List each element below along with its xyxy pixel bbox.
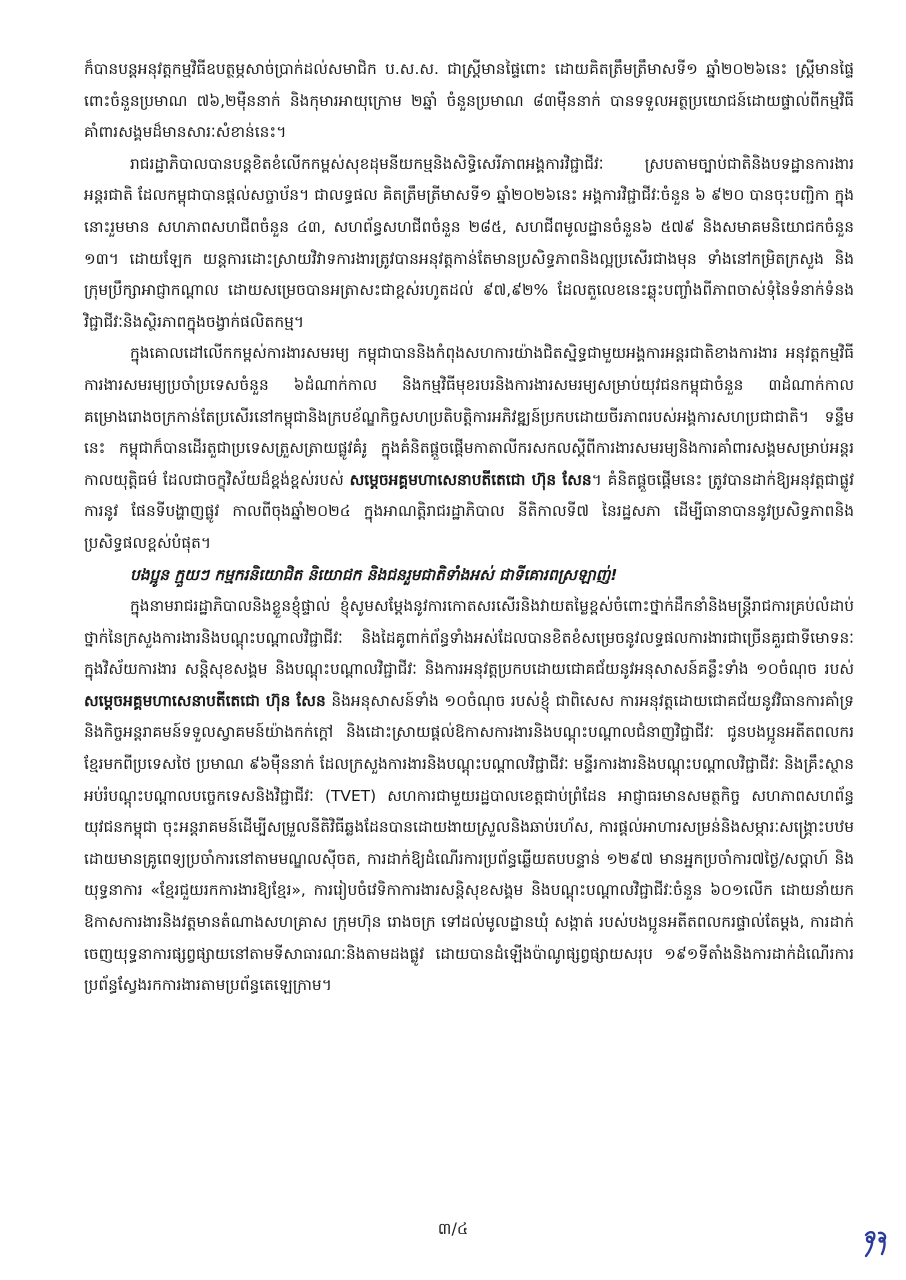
- salutation-text: បងប្អូន ក្មួយៗ កម្មករនិយោជិត និយោជក និងជនរួមជាតិទាំងអស់ ជាទីគោរពស្រឡាញ់!: [130, 565, 618, 584]
- page-number: ៣/៤: [437, 1219, 469, 1238]
- emphasized-name: សម្តេចអគ្គមហាសេនាបតីតេជោ ហ៊ុន សែន: [84, 691, 326, 710]
- paragraph: [84, 338, 854, 559]
- handwritten-initial-mark: [858, 1226, 892, 1260]
- paragraph-text: ក៏បានបន្តអនុវត្តកម្មវិធីឧបត្ថម្ភសាច់ប្រាក់ដល់សមាជិក ប.ស.ស. ជាស្ត្រីមានផ្ទៃពោះ ដោយគិតត្រឹមត្រឹមាសទី១ ឆ្នាំ២០២៦នេះ ស្ត្រីមានផ្ទៃពោះចំនួនប្រមាណ ៧៦,២ម៉ឺននាក់ និងកុមារអាយុក្រោម ២ឆ្នាំ ចំនួនប្រមាណ ៨៣ម៉ឺននាក់ បានទទួលអត្ថប្រយោជន៍ដោយផ្ទាល់ពីកម្មវិធីគាំពារសង្គមដ៏មានសារៈសំខាន់នេះ។: [84, 60, 854, 142]
- paragraph: [84, 560, 854, 592]
- paragraph: [84, 54, 854, 149]
- paragraph-text: រាជរដ្ឋាភិបាលបានបន្តខិតខំលើកកម្ពស់សុខដុមនីយកម្មនិងសិទ្ធិសេរីភាពអង្គការវិជ្ជាជីវៈ ស្របតាមច្បាប់ជាតិនិងបទដ្ឋានការងារអន្តរជាតិ ដែលកម្ពុជាបានផ្តល់សច្ចាប័ន។ ជាលទ្ធផល គិតត្រឹមត្រីមាសទី១ ឆ្នាំ២០២៦នេះ អង្គការវិជ្ជាជីវៈចំនួន ៦ ៩២០ បានចុះបញ្ជិកា ក្នុងនោះរួមមាន សហភាពសហជីពចំនួន ៤៣, សហព័ន្ធសហជីពចំនួន ២៨៥, សហជីពមូលដ្ឋានចំនួន៦ ៥៧៩ និងសមាគមនិយោជកចំនួន ១៣។ ដោយឡែក យន្តការដោះស្រាយវិវាទការងារត្រូវបានអនុវត្តកាន់តែមានប្រសិទ្ធភាពនិងល្អប្រសើរជាងមុន ទាំងនៅកម្រិតក្រសួង និងក្រុមប្រឹក្សាអាជ្ញាកណ្ដាល ដោយសម្រេចបានអត្រាសះជាខ្ពស់រហូតដល់ ៩៧,៩២% ដែលតួលេខនេះឆ្លុះបញ្ចាំងពីភាពចាស់ទុំនៃទំនាក់ទំនងវិជ្ជាជីវៈនិងស្ថិរភាពក្នុងចង្វាក់ផលិតកម្ម។: [84, 154, 854, 331]
- document-body: [84, 54, 854, 1002]
- paragraph-text: និងអនុសាសន៍ទាំង ១០ចំណុច របស់ខ្ញុំ ជាពិសេស ការអនុវត្តដោយជោគជ័យនូវវិធានការគាំទ្រនិងកិច្ចអន្តរាគមន៍ទទួលស្វាគមន៍យ៉ាងកក់ក្តៅ និងដោះស្រាយផ្តល់ឱកាសការងារនិងបណ្តុះបណ្តាលជំនាញវិជ្ជាជីវៈ ជូនបងប្អូនអតីតពលករខ្មែរមកពីប្រទេសថៃ ប្រមាណ ៩៦ម៉ឺននាក់ ដែលក្រសួងការងារនិងបណ្តុះបណ្តាលវិជ្ជាជីវៈ មន្ទីរការងារនិងបណ្តុះបណ្តាលវិជ្ជាជីវៈ និងគ្រឹះស្ថានអប់រំបណ្តុះបណ្តាលបច្ចេកទេសនិងវិជ្ជាជីវៈ (TVET) សហការជាមួយរដ្ឋបាលខេត្តជាប់ព្រំដែន អាជ្ញាធរមានសមត្ថកិច្ច សហភាពសហព័ន្ធយុវជនកម្ពុជា ចុះអន្តរាគមន៍ដើម្បីសម្រួលនីតិវិធីឆ្លងដែនបានដោយងាយស្រួលនិងឆាប់រហ័ស, ការផ្តល់អាហារសម្រន់និងសម្ភារៈសង្គ្រោះបឋមដោយមានគ្រូពេទ្យប្រចាំការនៅតាមមណ្ឌលស៊ីចត, ការដាក់ឱ្យដំណើរការប្រព័ន្ធឆ្លើយតបបន្ទាន់ ១២៩៧ មានអ្នកប្រចាំការ៧ថ្ងៃ/សប្តាហ៍ និងយុទ្ធនាការ «ខ្មែរជួយរកការងារឱ្យខ្មែរ», ការរៀបចំវេទិកាការងារសន្តិសុខសង្គម និងបណ្តុះបណ្តាលវិជ្ជាជីវៈចំនួន ៦០១លើក ដោយនាំយកឱកាសការងារនិងវត្តមានតំណាងសហគ្រាស ក្រុមហ៊ុន រោងចក្រ ទៅដល់មូលដ្ឋានឃុំ សង្កាត់ របស់បងប្អូនអតីតពលករផ្ទាល់តែម្តង, ការដាក់ចេញយុទ្ធនាការផ្សព្វផ្សាយនៅតាមទីសាធារណៈនិងតាមដងផ្លូវ ដោយបានដំឡើងប៉ាណូផ្សព្វផ្សាយសរុប ១៩១ទីតាំងនិងការដាក់ដំណើរការប្រព័ន្ធស្វែងរកការងារតាមប្រព័ន្ធតេឡេក្រាម។: [84, 691, 854, 995]
- paragraph-text: ក្នុងគោលដៅលើកកម្ពស់ការងារសមរម្យ កម្ពុជាបាននិងកំពុងសហការយ៉ាងជិតស្និទ្ធជាមួយអង្គការអន្តរជាតិខាងការងារ អនុវត្តកម្មវិធីការងារសមរម្យប្រចាំប្រទេសចំនួន ៦ដំណាក់កាល និងកម្មវិធីមុខរបរនិងការងារសមរម្យសម្រាប់យុវជនកម្ពុជាចំនួន ៣ដំណាក់កាល គម្រោងរោងចក្រកាន់តែប្រសើរនៅកម្ពុជានិងក្របខ័ណ្ឌកិច្ចសហប្រតិបត្តិការអភិវឌ្ឍន៍ប្រកបដោយចីរភាពរបស់អង្គការសហប្រជាជាតិ។ ទន្ទឹមនេះ កម្ពុជាក៏បានដើរតួជាប្រទេសត្រួសត្រាយផ្លូវគំរូ ក្នុងគំនិតផ្តួចផ្តើមកាតាលីករសកលស្តីពីការងារសមរម្យនិងការគាំពារសង្គមសម្រាប់អន្តរកាលយុត្តិធម៌ ដែលជាចក្ខុវិស័យដ៏ខ្ពង់ខ្ពស់របស់: [84, 344, 854, 489]
- paragraph-text: ។ គំនិតផ្តួចផ្តើមនេះ ត្រូវបានដាក់ឱ្យអនុវត្តជាផ្លូវការនូវ ផែនទីបង្ហាញផ្លូវ កាលពីចុងឆ្នាំ២០២៤ ក្នុងអាណត្តិរាជរដ្ឋាភិបាល នីតិកាលទី៧ នៃរដ្ឋសភា ដើម្បីធានាបាននូវប្រសិទ្ធភាពនិងប្រសិទ្ធផលខ្ពស់បំផុត។: [84, 470, 854, 552]
- paragraph: [84, 591, 854, 1002]
- paragraph: [84, 149, 854, 339]
- paragraph-text: ក្នុងនាមរាជរដ្ឋាភិបាលនិងខ្លួនខ្ញុំផ្ទាល់ ខ្ញុំសូមសម្តែងនូវការកោតសរសើរនិងវាយតម្លៃខ្ពស់ចំពោះថ្នាក់ដឹកនាំនិងមន្ត្រីរាជការគ្រប់លំដាប់ថ្នាក់នៃក្រសួងការងារនិងបណ្តុះបណ្តាលវិជ្ជាជីវៈ និងដៃគូពាក់ព័ន្ធទាំងអស់ដែលបានខិតខំសម្រេចនូវលទ្ធផលការងារជាច្រើនគួរជាទីមោទនៈក្នុងវិស័យការងារ សន្តិសុខសង្គម និងបណ្តុះបណ្តាលវិជ្ជាជីវៈ និងការអនុវត្តប្រកបដោយជោគជ័យនូវអនុសាសន៍គន្លឹះទាំង ១០ចំណុច របស់: [84, 597, 854, 679]
- emphasized-name: សម្តេចអគ្គមហាសេនាបតីតេជោ ហ៊ុន សែន: [349, 470, 592, 489]
